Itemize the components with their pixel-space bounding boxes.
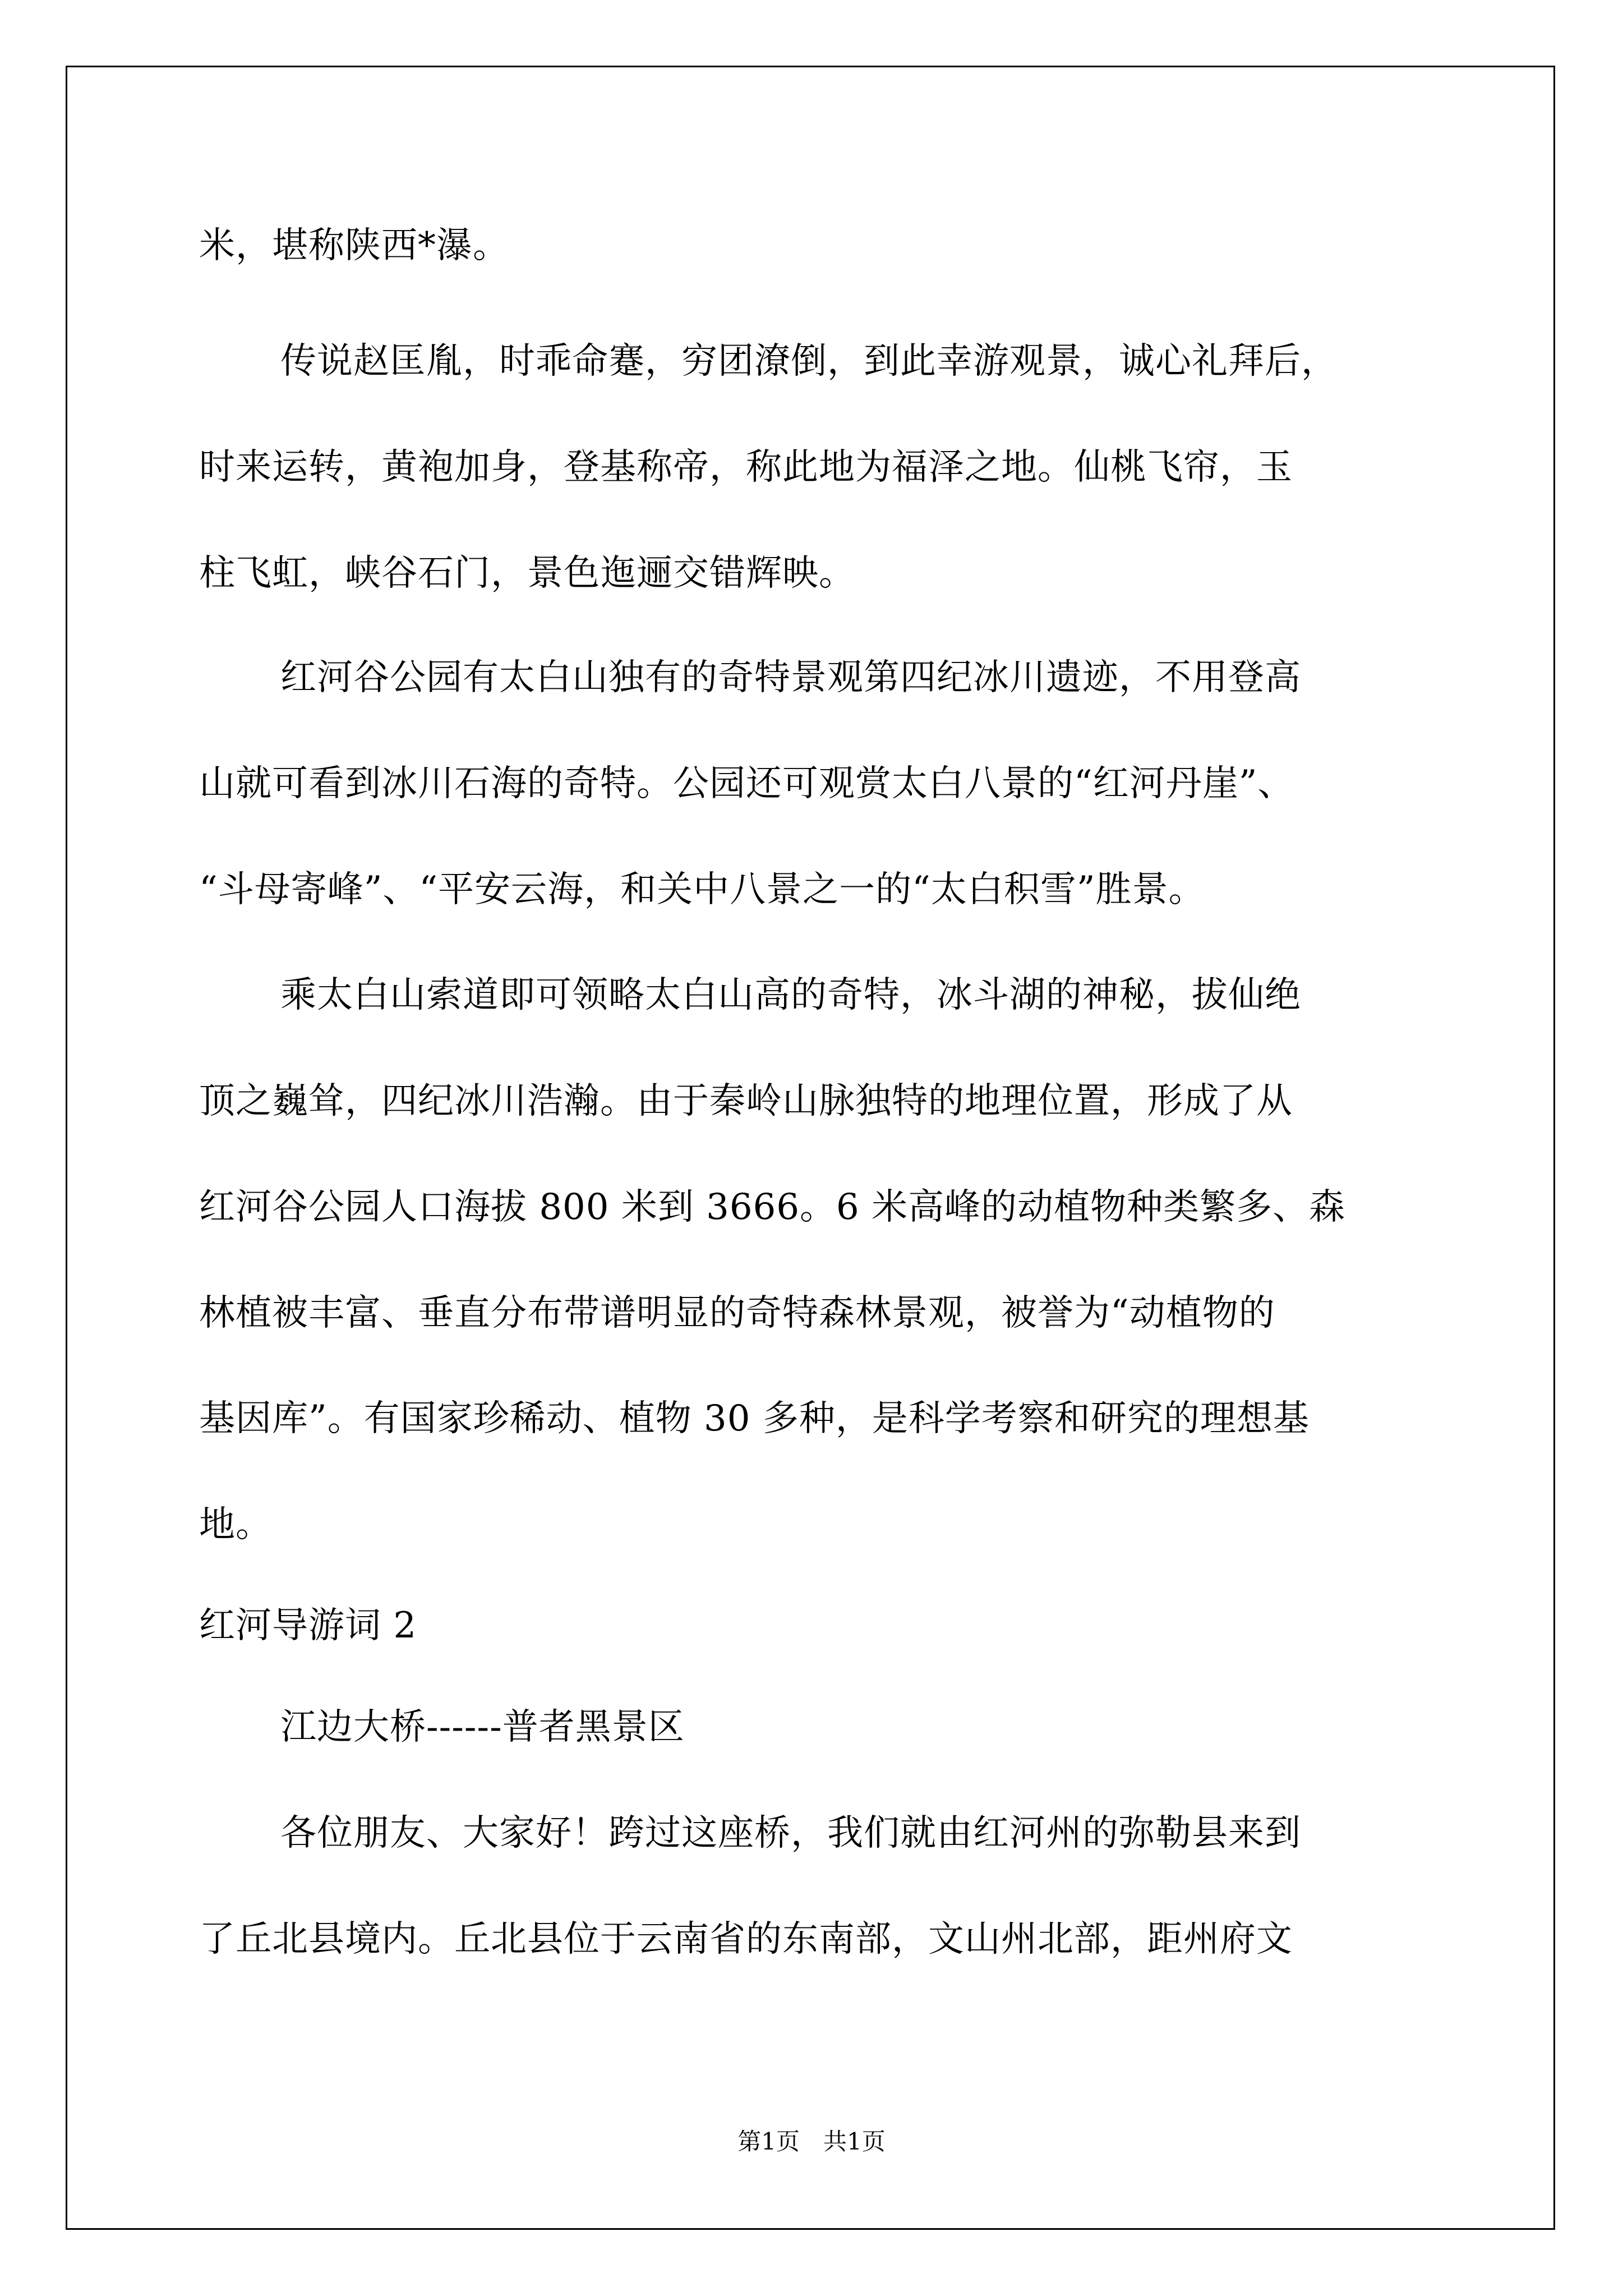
text-line: 基因库”。有国家珍稀动、植物 30 多种，是科学考察和研究的理想基: [199, 1398, 1310, 1439]
text-line: 红河谷公园人口海拔 800 米到 3666。6 米高峰的动植物种类繁多、森: [199, 1186, 1346, 1228]
page-footer: 第1页 共1页: [737, 2128, 886, 2155]
text-line: 各位朋友、大家好！跨过这座桥，我们就由红河州的弥勒县来到: [280, 1812, 1301, 1854]
text-line: “斗母寄峰”、“平安云海，和关中八景之一的“太白积雪”胜景。: [199, 869, 1205, 910]
text-line: 江边大桥------普者黑景区: [280, 1706, 685, 1748]
text-line: 乘太白山索道即可领略太白山高的奇特，冰斗湖的神秘，拔仙绝: [280, 974, 1301, 1016]
text-line: 林植被丰富、垂直分布带谱明显的奇特森林景观，被誉为“动植物的: [199, 1292, 1275, 1334]
page-border: [66, 66, 1555, 2230]
text-line: 红河谷公园有太白山独有的奇特景观第四纪冰川遗迹，不用登高: [280, 657, 1301, 698]
text-line: 时来运转，黄袍加身，登基称帝，称此地为福泽之地。仙桃飞帘，玉: [199, 447, 1293, 488]
text-line: 了丘北县境内。丘北县位于云南省的东南部，文山州北部，距州府文: [199, 1918, 1293, 1960]
text-line: 地。: [199, 1504, 272, 1545]
text-line: 山就可看到冰川石海的奇特。公园还可观赏太白八景的“红河丹崖”、: [199, 763, 1294, 804]
text-line: 顶之巍耸，四纪冰川浩瀚。由于秦岭山脉独特的地理位置，形成了从: [199, 1080, 1293, 1122]
text-line: 柱飞虹，峡谷石门，景色迤逦交错辉映。: [199, 553, 855, 594]
section-heading: 红河导游词 2: [199, 1605, 417, 1646]
text-line: 米，堪称陕西*瀑。: [199, 225, 509, 266]
text-line: 传说赵匡胤，时乖命蹇，穷团潦倒，到此幸游观景，诚心礼拜后，: [280, 341, 1338, 382]
